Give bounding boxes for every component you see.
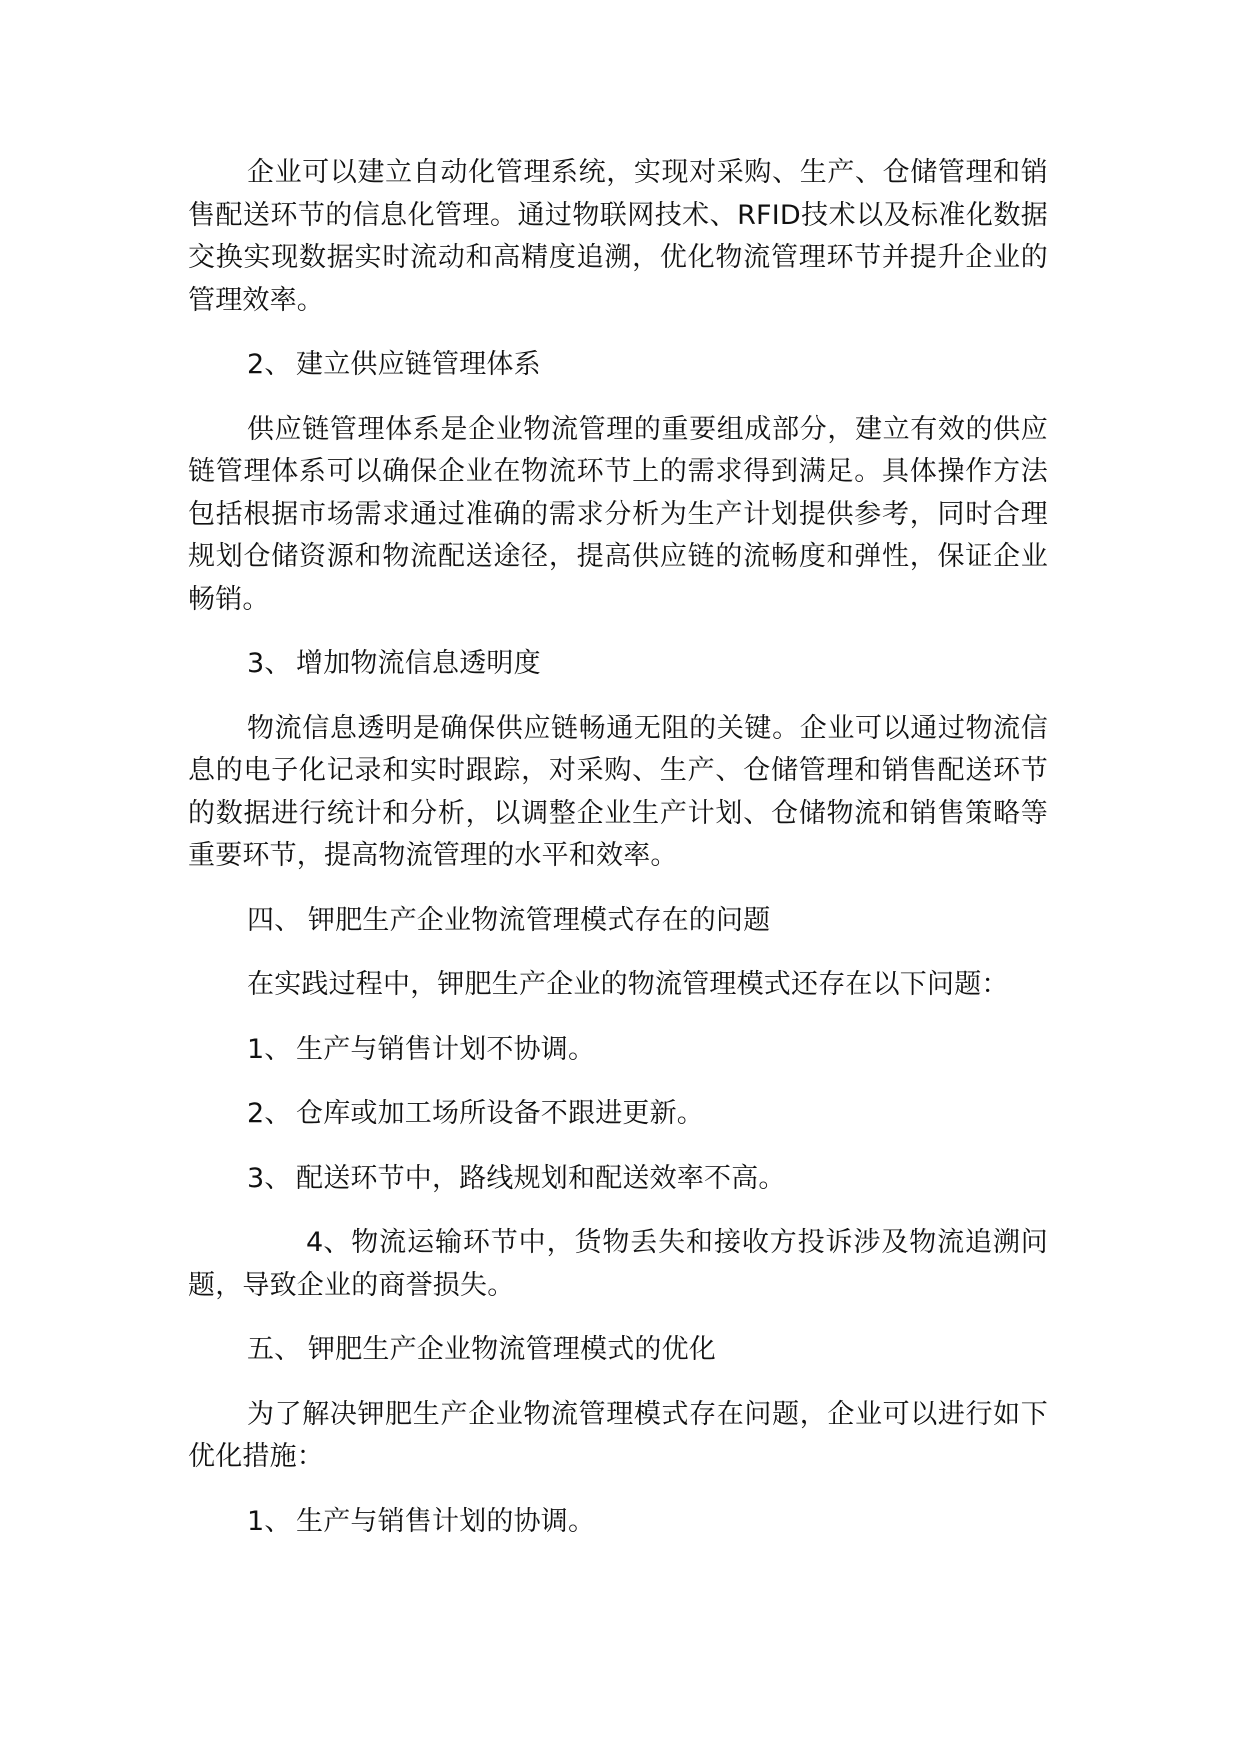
paragraph-optimization-intro: 为了解决钾肥生产企业物流管理模式存在问题，企业可以进行如下优化措施：: [188, 1398, 1048, 1472]
heading-section-optimization: [188, 1329, 1048, 1372]
paragraph-transparency: 物流信息透明是确保供应链畅通无阻的关键。企业可以通过物流信息的电子化记录和实时跟踪，对采购、生产、仓储管理和销售配送环节的数据进行统计和分析，以调整企业生产计划、仓储物流和销售策略等重要环节，提高物流管理的水平和效率。: [188, 712, 1048, 871]
heading-supply-chain-system: [188, 344, 1048, 387]
heading-number: 五、: [247, 1334, 302, 1365]
heading-section-problems: [188, 900, 1048, 943]
list-text: 生产与销售计划不协调。: [296, 1033, 596, 1065]
list-item-problem-4: [188, 1222, 1048, 1307]
list-item-problem-1: [188, 1029, 1048, 1072]
list-text: 生产与销售计划的协调。: [296, 1505, 596, 1537]
list-number: 1、: [247, 1505, 292, 1537]
heading-number: 3、: [247, 648, 292, 679]
list-text: 物流运输环节中，货物丢失和接收方投诉涉及物流追溯问题，导致企业的商誉损失。: [188, 1227, 1048, 1301]
list-item-problem-2: [188, 1093, 1048, 1136]
list-number: 3、: [247, 1162, 292, 1194]
paragraph-supply-chain: 供应链管理体系是企业物流管理的重要组成部分，建立有效的供应链管理体系可以确保企业在物流环节上的需求得到满足。具体操作方法包括根据市场需求通过准确的需求分析为生产计划提供参考，同时合理规划仓储资源和物流配送途径，提高供应链的流畅度和弹性，保证企业畅销。: [188, 413, 1048, 615]
heading-number: 2、: [247, 349, 292, 380]
paragraph-problems-intro: 在实践过程中，钾肥生产企业的物流管理模式还存在以下问题：: [247, 969, 1009, 1000]
document-page: [188, 152, 1048, 1565]
heading-text: 增加物流信息透明度: [296, 648, 541, 679]
heading-info-transparency: [188, 643, 1048, 686]
list-text: 配送环节中，路线规划和配送效率不高。: [296, 1162, 786, 1194]
list-number: 4、: [306, 1227, 351, 1258]
heading-text: 钾肥生产企业物流管理模式存在的问题: [308, 904, 771, 936]
list-text: 仓库或加工场所设备不跟进更新。: [296, 1098, 704, 1129]
list-item-measure-1: [188, 1501, 1048, 1544]
heading-text: 建立供应链管理体系: [296, 349, 541, 380]
list-item-problem-3: [188, 1158, 1048, 1201]
heading-text: 钾肥生产企业物流管理模式的优化: [308, 1334, 716, 1365]
list-number: 1、: [247, 1033, 292, 1065]
paragraph-automation: 企业可以建立自动化管理系统，实现对采购、生产、仓储管理和销售配送环节的信息化管理。通过物联网技术、RFID技术以及标准化数据交换实现数据实时流动和高精度追溯，优化物流管理环节并提升企业的管理效率。: [188, 157, 1048, 316]
list-number: 2、: [247, 1098, 292, 1129]
heading-number: 四、: [247, 904, 302, 936]
